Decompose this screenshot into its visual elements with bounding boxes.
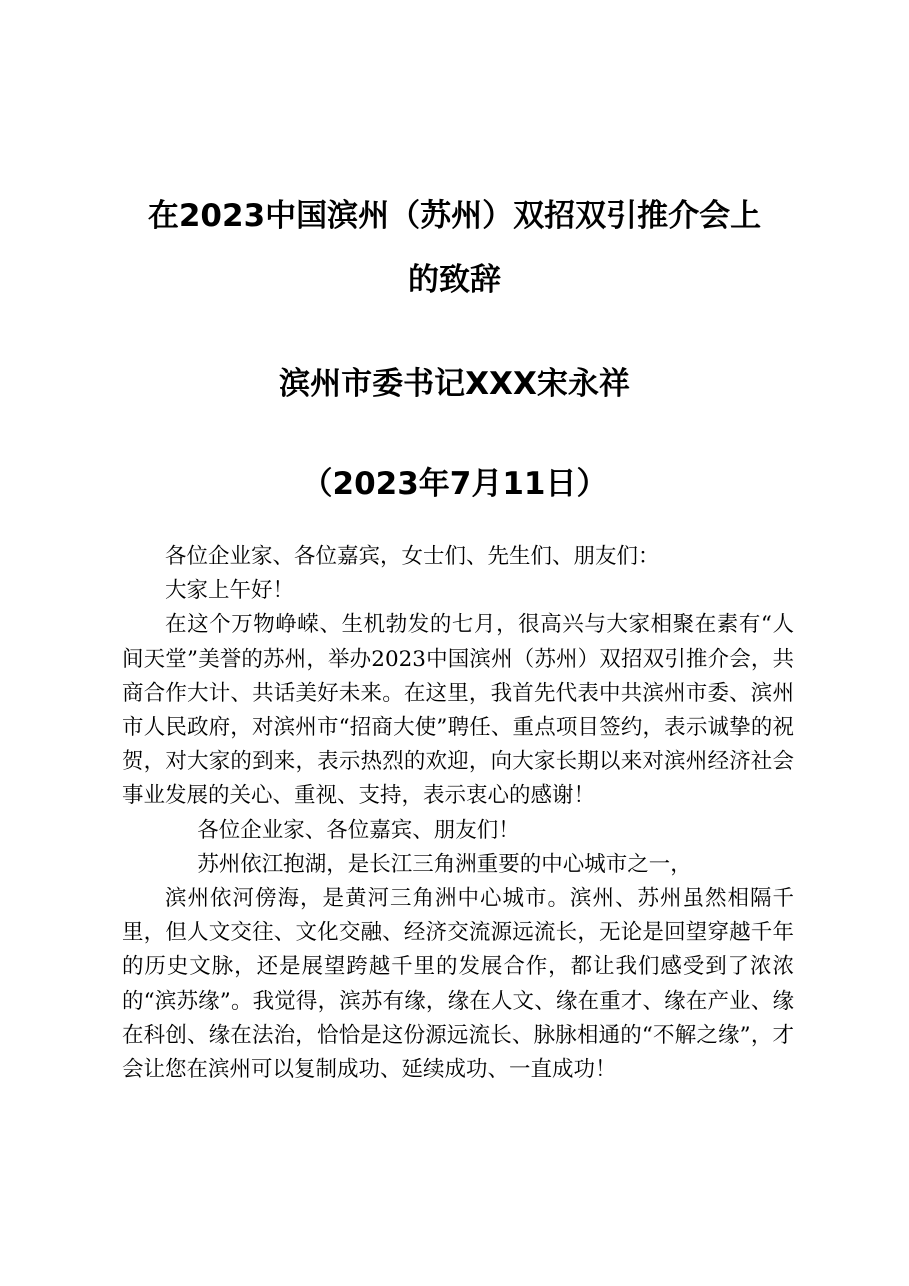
speech-body [122,540,794,1087]
greeting-paragraph: 大家上午好！ [165,578,295,604]
body-paragraph: 滨州依河傍海，是黄河三角洲中心城市。滨州、苏州虽然相隔千里，但人文交往、文化交融、经济交流源远流长，无论是回望穿越千年的历史文脉，还是展望跨越千里的发展合作，都让我们感受到了浓浓的“滨苏缘”。我觉得，滨苏有缘，缘在人文、缘在重才、缘在产业、缘在科创、缘在法治，恰恰是这份源远流长、脉脉相通的“不解之缘”，才会让您在滨州可以复制成功、延续成功、一直成功！ [122,886,794,1083]
salutation-paragraph-2: 各位企业家、各位嘉宾、朋友们！ [197,817,520,843]
document-title-line-1: 在2023中国滨州（苏州）双招双引推介会上 [147,198,762,234]
document-title-line-2: 的致辞 [408,262,501,298]
date-line: （2023年7月11日） [301,466,608,502]
body-paragraph: 在这个万物峥嵘、生机勃发的七月，很高兴与大家相聚在素有“人间天堂”美誉的苏州，举办2023中国滨州（苏州）双招双引推介会，共商合作大计、共话美好未来。在这里，我首先代表中共滨州市委、滨州市人民政府，对滨州市“招商大使”聘任、重点项目签约，表示诚挚的祝贺，对大家的到来，表示热烈的欢迎，向大家长期以来对滨州经济社会事业发展的关心、重视、支持，表示衷心的感谢！ [122,612,794,809]
body-paragraph: 苏州依江抱湖，是长江三角洲重要的中心城市之一， [197,851,692,877]
salutation-paragraph: 各位企业家、各位嘉宾，女士们、先生们、朋友们： [165,544,660,569]
speaker-line: 滨州市委书记XXX宋永祥 [279,366,630,402]
